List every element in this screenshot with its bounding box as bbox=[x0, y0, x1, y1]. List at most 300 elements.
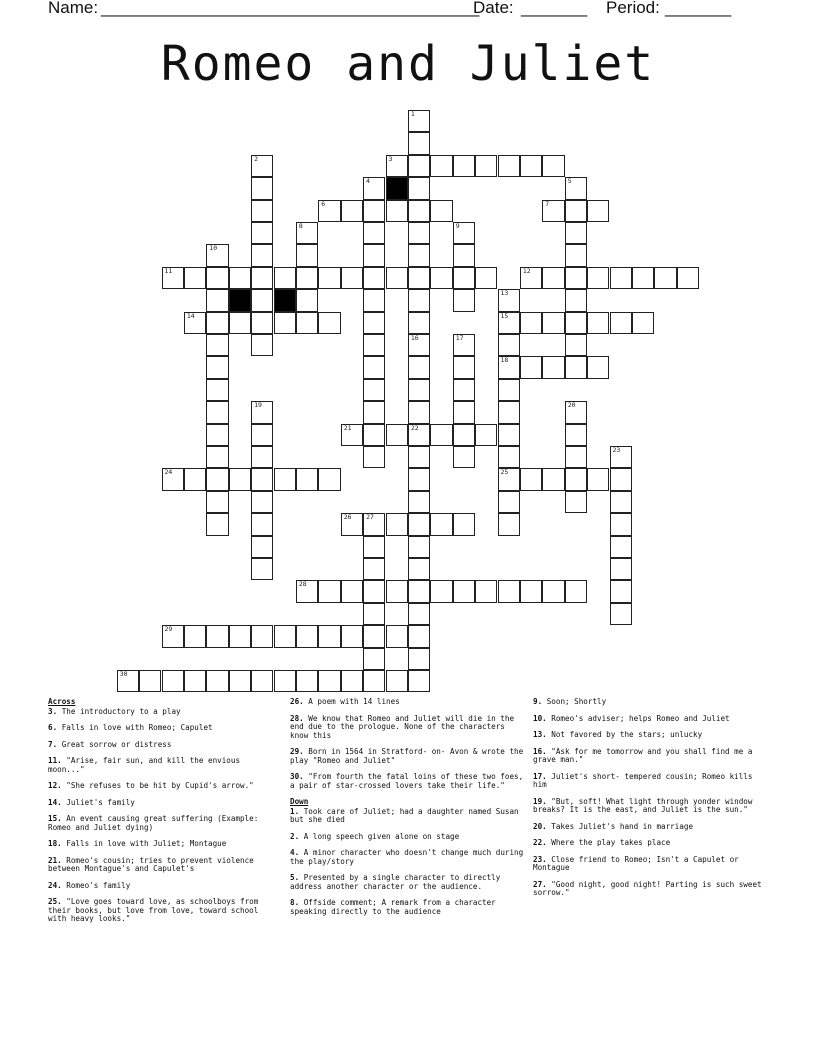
crossword-cell[interactable] bbox=[430, 267, 452, 289]
crossword-cell[interactable] bbox=[632, 312, 654, 334]
crossword-cell[interactable] bbox=[453, 244, 475, 266]
crossword-cell[interactable] bbox=[296, 289, 318, 311]
crossword-cell[interactable] bbox=[184, 267, 206, 289]
crossword-cell[interactable] bbox=[318, 312, 340, 334]
name-line[interactable]: ________________________________________ bbox=[101, 0, 480, 17]
crossword-cell[interactable] bbox=[565, 446, 587, 468]
cell-number: 24 bbox=[164, 468, 173, 477]
clue-number: 28. bbox=[290, 713, 304, 723]
crossword-cell[interactable] bbox=[498, 334, 520, 356]
crossword-cell[interactable] bbox=[498, 312, 520, 334]
crossword-cell[interactable] bbox=[206, 379, 228, 401]
crossword-cell[interactable] bbox=[408, 312, 430, 334]
crossword-cell[interactable] bbox=[453, 513, 475, 535]
crossword-cell[interactable] bbox=[498, 446, 520, 468]
cell-number: 5 bbox=[567, 177, 572, 186]
crossword-cell[interactable] bbox=[430, 580, 452, 602]
crossword-cell[interactable] bbox=[587, 267, 609, 289]
crossword-cell[interactable] bbox=[206, 289, 228, 311]
crossword-cell[interactable] bbox=[542, 356, 564, 378]
crossword-cell[interactable] bbox=[251, 401, 273, 423]
clue-number: 27. bbox=[533, 879, 547, 889]
clue-number: 11. bbox=[48, 756, 62, 765]
crossword-cell[interactable] bbox=[296, 625, 318, 647]
cell-number: 30 bbox=[119, 670, 128, 678]
clue-text: "She refuses to be hit by Cupid's arrow." bbox=[61, 781, 254, 790]
down-clue bbox=[533, 881, 767, 898]
clue-number: 24. bbox=[48, 880, 62, 890]
crossword-cell[interactable] bbox=[498, 491, 520, 513]
clue-text: "Love goes toward love, as schoolboys from their books, but love from love, toward school with heavy looks." bbox=[48, 897, 259, 923]
clue-number: 30. bbox=[290, 772, 304, 781]
clue-text: Not favored by the stars; unlucky bbox=[546, 730, 703, 739]
crossword-cell[interactable] bbox=[408, 670, 430, 692]
crossword-cell[interactable] bbox=[565, 312, 587, 334]
crossword-cell[interactable] bbox=[117, 670, 139, 692]
crossword-cell[interactable] bbox=[274, 670, 296, 692]
crossword-cell[interactable] bbox=[386, 625, 408, 647]
crossword-cell[interactable] bbox=[318, 468, 340, 490]
crossword-cell[interactable] bbox=[251, 244, 273, 266]
crossword-cell[interactable] bbox=[475, 267, 497, 289]
crossword-cell[interactable] bbox=[296, 468, 318, 490]
crossword-cell[interactable] bbox=[453, 155, 475, 177]
crossword-cell[interactable] bbox=[251, 312, 273, 334]
crossword-cell[interactable] bbox=[251, 468, 273, 490]
period-line[interactable]: _______ bbox=[665, 0, 732, 17]
crossword-cell[interactable] bbox=[363, 670, 385, 692]
crossword-cell[interactable] bbox=[408, 401, 430, 423]
down-clue bbox=[290, 899, 524, 916]
cell-number: 10 bbox=[209, 244, 218, 253]
date-line[interactable]: _______ bbox=[521, 0, 588, 17]
across-clue bbox=[48, 857, 280, 874]
crossword-cell[interactable] bbox=[453, 356, 475, 378]
crossword-cell[interactable] bbox=[251, 200, 273, 222]
across-clue bbox=[48, 840, 280, 849]
crossword-cell[interactable] bbox=[363, 603, 385, 625]
across-clue bbox=[48, 882, 280, 891]
crossword-cell[interactable] bbox=[520, 356, 542, 378]
clue-text: Soon; Shortly bbox=[542, 697, 607, 706]
crossword-cell[interactable] bbox=[408, 356, 430, 378]
puzzle-title: Romeo and Juliet bbox=[160, 36, 656, 92]
crossword-cell[interactable] bbox=[251, 267, 273, 289]
crossword-cell[interactable] bbox=[318, 625, 340, 647]
crossword-cell[interactable] bbox=[318, 200, 340, 222]
clue-text: A long speech given alone on stage bbox=[299, 831, 460, 841]
crossword-cell[interactable] bbox=[408, 558, 430, 580]
crossword-cell[interactable] bbox=[520, 312, 542, 334]
crossword-cell[interactable] bbox=[610, 536, 632, 558]
crossword-cell[interactable] bbox=[408, 155, 430, 177]
crossword-cell[interactable] bbox=[184, 625, 206, 647]
clue-number: 16. bbox=[533, 746, 547, 756]
cell-number: 19 bbox=[254, 401, 262, 410]
crossword-cell[interactable] bbox=[296, 267, 318, 289]
crossword-cell[interactable] bbox=[565, 468, 587, 490]
clue-number: 13. bbox=[533, 730, 547, 739]
crossword-cell[interactable] bbox=[341, 580, 363, 602]
crossword-cell[interactable] bbox=[251, 536, 273, 558]
cell-number: 22 bbox=[410, 423, 419, 432]
clue-text: Took care of Juliet; had a daughter named Susan but she died bbox=[290, 806, 519, 824]
clue-number: 22. bbox=[533, 838, 547, 847]
crossword-cell[interactable] bbox=[408, 603, 430, 625]
crossword-cell[interactable] bbox=[408, 200, 430, 222]
crossword-cell[interactable] bbox=[408, 424, 430, 446]
crossword-cell[interactable] bbox=[274, 468, 296, 490]
crossword-cell[interactable] bbox=[162, 468, 184, 490]
crossword-cell[interactable] bbox=[453, 289, 475, 311]
crossword-cell[interactable] bbox=[206, 267, 228, 289]
crossword-cell[interactable] bbox=[408, 468, 430, 490]
crossword-cell[interactable] bbox=[408, 177, 430, 199]
crossword-cell[interactable] bbox=[363, 177, 385, 199]
crossword-cell[interactable] bbox=[363, 625, 385, 647]
crossword-cell[interactable] bbox=[363, 289, 385, 311]
crossword-cell[interactable] bbox=[498, 401, 520, 423]
crossword-cell[interactable] bbox=[565, 222, 587, 244]
cell-number: 21 bbox=[343, 423, 352, 432]
crossword-cell[interactable] bbox=[162, 670, 184, 692]
crossword-cell[interactable] bbox=[296, 670, 318, 692]
crossword-cell[interactable] bbox=[430, 424, 452, 446]
crossword-cell[interactable] bbox=[565, 491, 587, 513]
crossword-cell[interactable] bbox=[610, 491, 632, 513]
crossword-cell[interactable] bbox=[251, 513, 273, 535]
crossword-cell[interactable] bbox=[184, 312, 206, 334]
clue-number: 21. bbox=[48, 855, 62, 865]
clue-text: "Good night, good night! Parting is such sweet sorrow." bbox=[533, 879, 762, 897]
cell-number: 18 bbox=[500, 356, 509, 365]
crossword-cell[interactable] bbox=[274, 625, 296, 647]
clue-list-down-part2 bbox=[533, 698, 767, 898]
crossword-cell[interactable] bbox=[453, 424, 475, 446]
crossword-cell[interactable] bbox=[408, 491, 430, 513]
crossword-cell[interactable] bbox=[386, 513, 408, 535]
down-clue bbox=[290, 874, 524, 891]
crossword-cell[interactable] bbox=[565, 244, 587, 266]
crossword-cell[interactable] bbox=[251, 334, 273, 356]
cell-number: 1 bbox=[410, 110, 415, 118]
clue-number: 26. bbox=[290, 697, 304, 706]
crossword-cell[interactable] bbox=[251, 177, 273, 199]
crossword-cell[interactable] bbox=[498, 580, 520, 602]
crossword-cell[interactable] bbox=[296, 580, 318, 602]
crossword-cell[interactable] bbox=[206, 625, 228, 647]
crossword-cell[interactable] bbox=[386, 200, 408, 222]
crossword-cell[interactable] bbox=[408, 110, 430, 132]
crossword-cell[interactable] bbox=[632, 267, 654, 289]
crossword-cell[interactable] bbox=[363, 446, 385, 468]
crossword-cell[interactable] bbox=[587, 200, 609, 222]
crossword-cell[interactable] bbox=[475, 580, 497, 602]
clue-number: 25. bbox=[48, 897, 62, 906]
crossword-cell[interactable] bbox=[341, 200, 363, 222]
crossword-cell[interactable] bbox=[453, 222, 475, 244]
clue-text: Takes Juliet's hand in marriage bbox=[546, 821, 694, 831]
crossword-cell[interactable] bbox=[565, 580, 587, 602]
crossword-cell[interactable] bbox=[251, 222, 273, 244]
crossword-cell[interactable] bbox=[318, 670, 340, 692]
crossword-cell[interactable] bbox=[408, 648, 430, 670]
crossword-cell[interactable] bbox=[341, 513, 363, 535]
crossword-cell[interactable] bbox=[363, 334, 385, 356]
crossword-cell[interactable] bbox=[498, 356, 520, 378]
down-clue bbox=[533, 823, 767, 832]
clue-number: 1. bbox=[290, 806, 300, 816]
crossword-cell[interactable] bbox=[520, 155, 542, 177]
crossword-cell[interactable] bbox=[610, 580, 632, 602]
across-clue bbox=[48, 782, 280, 791]
crossword-cell[interactable] bbox=[520, 580, 542, 602]
cell-number: 6 bbox=[321, 199, 326, 208]
cell-number: 7 bbox=[545, 199, 550, 208]
crossword-cell[interactable] bbox=[206, 468, 228, 490]
cell-number: 3 bbox=[388, 154, 393, 163]
crossword-cell[interactable] bbox=[184, 670, 206, 692]
crossword-cell[interactable] bbox=[610, 558, 632, 580]
crossword-cell[interactable] bbox=[206, 356, 228, 378]
clue-text: "Arise, fair sun, and kill the envious moon..." bbox=[48, 756, 241, 774]
cell-number: 15 bbox=[500, 311, 509, 320]
crossword-cell[interactable] bbox=[408, 222, 430, 244]
crossword-cell[interactable] bbox=[296, 244, 318, 266]
crossword-cell[interactable] bbox=[542, 580, 564, 602]
crossword-cell[interactable] bbox=[587, 312, 609, 334]
crossword-cell[interactable] bbox=[498, 424, 520, 446]
clue-text: Romeo's cousin; tries to prevent violence between Montague's and Capulet's bbox=[48, 855, 254, 873]
crossword-cell[interactable] bbox=[363, 312, 385, 334]
crossword-cell[interactable] bbox=[610, 513, 632, 535]
crossword-cell[interactable] bbox=[408, 536, 430, 558]
crossword-cell[interactable] bbox=[565, 289, 587, 311]
clue-text: Juliet's short- tempered cousin; Romeo kills him bbox=[533, 771, 753, 789]
crossword-cell[interactable] bbox=[363, 244, 385, 266]
crossword-cell[interactable] bbox=[430, 155, 452, 177]
crossword-cell[interactable] bbox=[363, 267, 385, 289]
clue-text: "Ask for me tomorrow and you shall find me a grave man." bbox=[533, 746, 753, 764]
clue-text: "From fourth the fatal loins of these two foes, a pair of star-crossed lovers take their life." bbox=[290, 772, 524, 790]
clue-text: Romeo's adviser; helps Romeo and Juliet bbox=[546, 713, 730, 723]
crossword-cell[interactable] bbox=[408, 289, 430, 311]
crossword-cell[interactable] bbox=[363, 536, 385, 558]
across-clue bbox=[48, 708, 280, 717]
crossword-cell[interactable] bbox=[274, 267, 296, 289]
crossword-cell[interactable] bbox=[363, 200, 385, 222]
crossword-cell[interactable] bbox=[453, 580, 475, 602]
crossword-cell[interactable] bbox=[498, 155, 520, 177]
crossword-cell[interactable] bbox=[251, 424, 273, 446]
crossword-cell[interactable] bbox=[453, 267, 475, 289]
crossword-cell[interactable] bbox=[408, 379, 430, 401]
clue-number: 19. bbox=[533, 796, 547, 806]
crossword-cell[interactable] bbox=[229, 625, 251, 647]
crossword-cell[interactable] bbox=[520, 267, 542, 289]
clue-number: 6. bbox=[48, 723, 58, 732]
crossword-cell[interactable] bbox=[251, 670, 273, 692]
crossword-cell[interactable] bbox=[386, 670, 408, 692]
crossword-cell[interactable] bbox=[296, 222, 318, 244]
crossword-cell[interactable] bbox=[229, 267, 251, 289]
crossword-cell[interactable] bbox=[251, 446, 273, 468]
crossword-cell[interactable] bbox=[408, 513, 430, 535]
crossword-cell[interactable] bbox=[341, 424, 363, 446]
crossword-cell[interactable] bbox=[610, 267, 632, 289]
crossword-cell[interactable] bbox=[542, 468, 564, 490]
crossword-cell[interactable] bbox=[565, 177, 587, 199]
crossword-cell[interactable] bbox=[363, 424, 385, 446]
cell-number: 14 bbox=[186, 311, 195, 320]
crossword-cell[interactable] bbox=[453, 446, 475, 468]
crossword-cell[interactable] bbox=[363, 222, 385, 244]
crossword-cell[interactable] bbox=[206, 312, 228, 334]
clue-number: 3. bbox=[48, 706, 58, 716]
crossword-cell[interactable] bbox=[408, 244, 430, 266]
crossword-cell[interactable] bbox=[408, 132, 430, 154]
crossword-cell[interactable] bbox=[251, 491, 273, 513]
crossword-cell[interactable] bbox=[498, 513, 520, 535]
date-label: Date: bbox=[473, 0, 514, 17]
crossword-cell[interactable] bbox=[565, 334, 587, 356]
crossword-cell[interactable] bbox=[453, 401, 475, 423]
cell-number: 4 bbox=[366, 177, 371, 186]
crossword-cell[interactable] bbox=[229, 670, 251, 692]
crossword-cell[interactable] bbox=[251, 625, 273, 647]
crossword-cell[interactable] bbox=[610, 468, 632, 490]
crossword-cell[interactable] bbox=[206, 401, 228, 423]
crossword-cell[interactable] bbox=[565, 356, 587, 378]
clue-text: Born in 1564 in Stratford- on- Avon & wrote the play "Romeo and Juliet" bbox=[290, 747, 524, 765]
black-square bbox=[229, 289, 251, 311]
crossword-cell[interactable] bbox=[565, 200, 587, 222]
crossword-cell[interactable] bbox=[386, 267, 408, 289]
crossword-cell[interactable] bbox=[430, 200, 452, 222]
crossword-cell[interactable] bbox=[318, 580, 340, 602]
crossword-cell[interactable] bbox=[565, 424, 587, 446]
crossword-cell[interactable] bbox=[162, 267, 184, 289]
crossword-cell[interactable] bbox=[162, 625, 184, 647]
cell-number: 13 bbox=[500, 289, 509, 298]
crossword-cell[interactable] bbox=[610, 603, 632, 625]
crossword-cell[interactable] bbox=[408, 446, 430, 468]
crossword-cell[interactable] bbox=[542, 267, 564, 289]
crossword-cell[interactable] bbox=[206, 334, 228, 356]
crossword-cell[interactable] bbox=[251, 558, 273, 580]
crossword-cell[interactable] bbox=[453, 334, 475, 356]
crossword-cell[interactable] bbox=[498, 468, 520, 490]
crossword-cell[interactable] bbox=[206, 513, 228, 535]
down-clue bbox=[290, 849, 524, 866]
crossword-cell[interactable] bbox=[453, 379, 475, 401]
cell-number: 23 bbox=[612, 446, 621, 454]
clue-number: 23. bbox=[533, 854, 547, 864]
crossword-cell[interactable] bbox=[296, 312, 318, 334]
clue-number: 5. bbox=[290, 873, 300, 882]
clue-number: 10. bbox=[533, 713, 547, 723]
cell-number: 16 bbox=[410, 334, 419, 342]
crossword-cell[interactable] bbox=[184, 468, 206, 490]
crossword-cell[interactable] bbox=[206, 446, 228, 468]
clue-column-3 bbox=[533, 698, 767, 906]
across-clue bbox=[290, 715, 524, 741]
crossword-cell[interactable] bbox=[251, 289, 273, 311]
crossword-cell[interactable] bbox=[251, 155, 273, 177]
clue-column-2 bbox=[290, 698, 524, 924]
crossword-cell[interactable] bbox=[386, 580, 408, 602]
crossword-cell[interactable] bbox=[475, 155, 497, 177]
crossword-cell[interactable] bbox=[274, 312, 296, 334]
cell-number: 8 bbox=[298, 222, 303, 230]
clue-number: 7. bbox=[48, 739, 58, 749]
crossword-cell[interactable] bbox=[587, 468, 609, 490]
crossword-cell[interactable] bbox=[498, 289, 520, 311]
crossword-cell[interactable] bbox=[206, 491, 228, 513]
crossword-cell[interactable] bbox=[430, 513, 452, 535]
crossword-cell[interactable] bbox=[520, 468, 542, 490]
crossword-cell[interactable] bbox=[341, 670, 363, 692]
crossword-cell[interactable] bbox=[318, 267, 340, 289]
crossword-cell[interactable] bbox=[475, 424, 497, 446]
across-clue bbox=[290, 748, 524, 765]
clue-text: Juliet's family bbox=[61, 797, 135, 807]
crossword-cell[interactable] bbox=[677, 267, 699, 289]
crossword-cell[interactable] bbox=[565, 267, 587, 289]
crossword-cell[interactable] bbox=[542, 312, 564, 334]
crossword-cell[interactable] bbox=[542, 200, 564, 222]
crossword-cell[interactable] bbox=[229, 468, 251, 490]
clue-text: Close friend to Romeo; Isn't a Capulet or Montague bbox=[533, 854, 739, 872]
crossword-cell[interactable] bbox=[206, 670, 228, 692]
crossword-cell[interactable] bbox=[610, 312, 632, 334]
crossword-cell[interactable] bbox=[565, 401, 587, 423]
crossword-cell[interactable] bbox=[206, 424, 228, 446]
crossword-cell[interactable] bbox=[610, 446, 632, 468]
crossword-cell[interactable] bbox=[408, 580, 430, 602]
crossword-cell[interactable] bbox=[206, 244, 228, 266]
crossword-cell[interactable] bbox=[363, 580, 385, 602]
crossword-cell[interactable] bbox=[654, 267, 676, 289]
crossword-cell[interactable] bbox=[408, 625, 430, 647]
across-clue bbox=[290, 773, 524, 790]
crossword-cell[interactable] bbox=[363, 356, 385, 378]
across-clue bbox=[290, 698, 524, 707]
crossword-cell[interactable] bbox=[408, 334, 430, 356]
cell-number: 29 bbox=[164, 625, 173, 634]
crossword-cell[interactable] bbox=[363, 648, 385, 670]
crossword-cell[interactable] bbox=[363, 401, 385, 423]
clue-text: A minor character who doesn't change much during the play/story bbox=[290, 848, 524, 866]
crossword-cell[interactable] bbox=[363, 379, 385, 401]
crossword-cell[interactable] bbox=[386, 155, 408, 177]
crossword-cell[interactable] bbox=[498, 379, 520, 401]
crossword-cell[interactable] bbox=[386, 424, 408, 446]
crossword-cell[interactable] bbox=[139, 670, 161, 692]
clue-number: 14. bbox=[48, 797, 62, 807]
crossword-cell[interactable] bbox=[341, 267, 363, 289]
down-clue bbox=[533, 856, 767, 873]
clue-text: A poem with 14 lines bbox=[303, 697, 400, 706]
crossword-cell[interactable] bbox=[363, 558, 385, 580]
crossword-cell[interactable] bbox=[229, 312, 251, 334]
crossword-cell[interactable] bbox=[542, 155, 564, 177]
crossword-cell[interactable] bbox=[408, 267, 430, 289]
crossword-cell[interactable] bbox=[587, 356, 609, 378]
crossword-cell[interactable] bbox=[341, 625, 363, 647]
crossword-cell[interactable] bbox=[363, 513, 385, 535]
down-clue bbox=[290, 833, 524, 842]
